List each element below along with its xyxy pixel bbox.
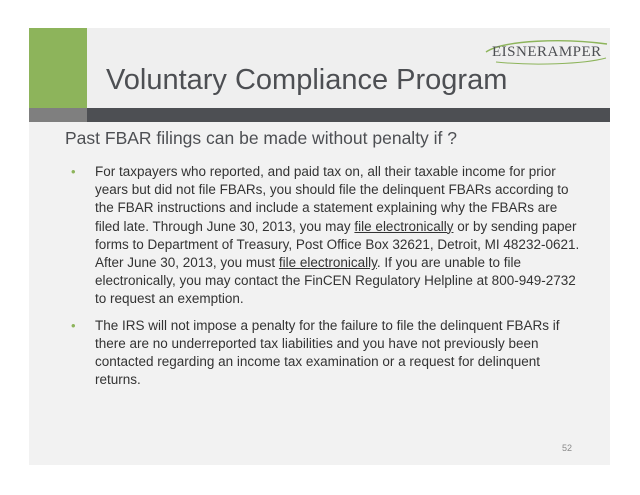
bullet-item [65, 163, 585, 309]
page-number: 52 [562, 443, 573, 453]
bullet-dot-icon: • [71, 164, 76, 179]
bullet-list [65, 163, 585, 389]
bullet-item [65, 317, 585, 390]
bullet-text: For taxpayers who reported, and paid tax on, all their taxable income for prior years but did not file FBARs, you should file the delinquent FBARs according to the FBAR instructions and include a statement explaining why the FBARs are filed late. Through June 30, 2013, you may [95, 164, 569, 234]
eisneramper-logo [484, 38, 609, 66]
file-electronically-link[interactable]: file electronically [278, 255, 377, 271]
logo-text: EISNERAMPER [492, 44, 602, 60]
bullet-text: The IRS will not impose a penalty for the failure to file the delinquent FBARs if there are no underreported tax liabilities and you have not previously been contacted regarding an income tax examination or a request for delinquent returns. [95, 317, 560, 388]
slide-subtitle: Past FBAR filings can be made without penalty if ? [65, 128, 458, 148]
header-divider-bar [87, 108, 610, 122]
bullet-text: . If you are unable to file electronically, you may contact the FinCEN Regulatory Helpline at 800-949-2732 to request an exemption. [95, 255, 576, 307]
bullet-dot-icon: • [71, 317, 76, 333]
slide [29, 28, 610, 465]
bullet-text: or by sending paper forms to Department of Treasury, Post Office Box 32621, Detroit, MI 48232-0621. After June 30, 2013, you must [95, 218, 580, 271]
slide-title: Voluntary Compliance Program [106, 64, 508, 96]
green-accent-block [29, 28, 87, 108]
gray-accent-bar [29, 108, 87, 122]
file-electronically-link[interactable]: file electronically [354, 218, 454, 234]
